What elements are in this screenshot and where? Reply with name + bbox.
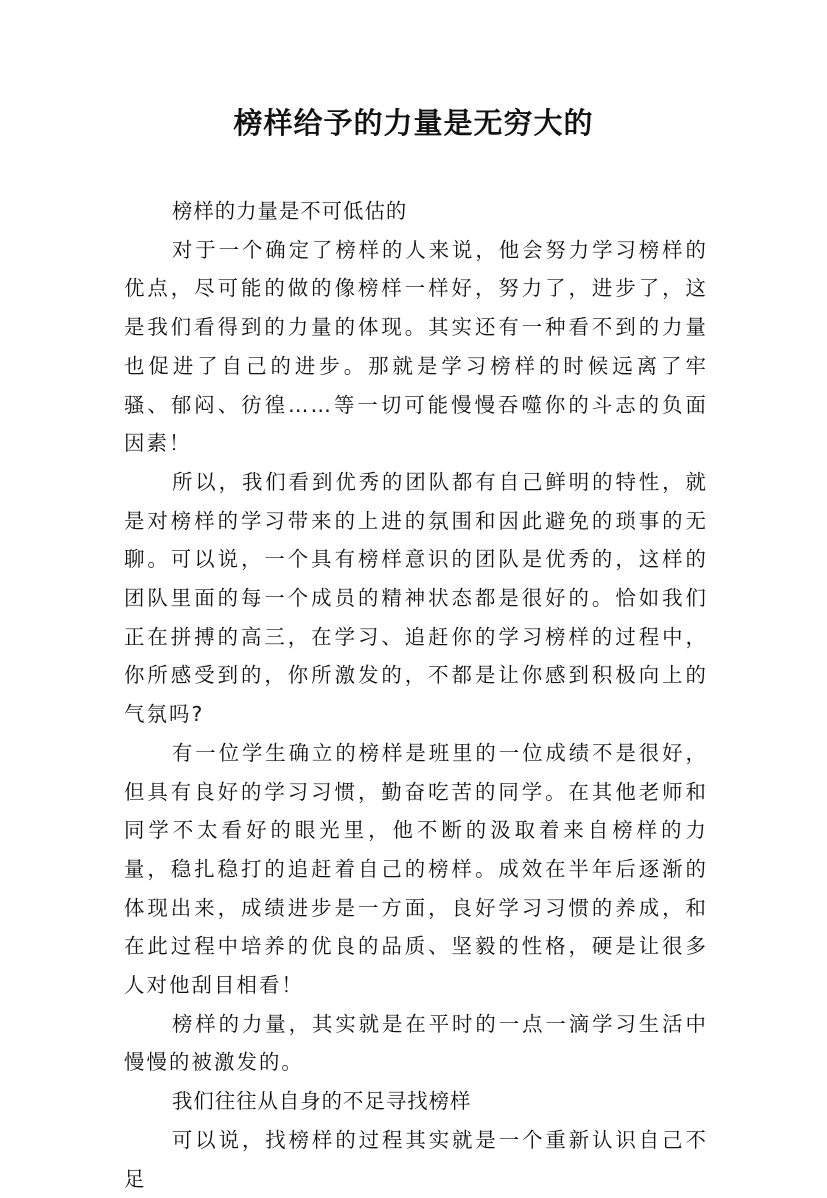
paragraph-4: 榜样的力量，其实就是在平时的一点一滴学习生活中慢慢的被激发的。 xyxy=(124,1011,708,1075)
paragraph-5: 可以说，找榜样的过程其实就是一个重新认识自己不足 xyxy=(124,1127,708,1191)
paragraph-2: 所以，我们看到优秀的团队都有自己鲜明的特性，就是对榜样的学习带来的上进的氛围和因此避免的琐事的无聊。可以说，一个具有榜样意识的团队是优秀的，这样的团队里面的每一个成员的精神状态都是很好的。恰如我们正在拼搏的高三，在学习、追赶你的学习榜样的过程中，你所感受到的，你所激发的，不都是让你感到积极向上的气氛吗? xyxy=(124,469,708,727)
paragraph-1: 对于一个确定了榜样的人来说，他会努力学习榜样的优点，尽可能的做的像榜样一样好，努力了，进步了，这是我们看得到的力量的体现。其实还有一种看不到的力量也促进了自己的进步。那就是学习榜样的时候远离了牢骚、郁闷、彷徨……等一切可能慢慢吞噬你的斗志的负面因素！ xyxy=(124,237,708,456)
section-heading-power-of-role-models: 榜样的力量是不可低估的 xyxy=(171,199,408,223)
paragraph-3: 有一位学生确立的榜样是班里的一位成绩不是很好，但具有良好的学习习惯，勤奋吃苦的同学。在其他老师和同学不太看好的眼光里，他不断的汲取着来自榜样的力量，稳扎稳打的追赶着自己的榜样。成效在半年后逐渐的体现出来，成绩进步是一方面，良好学习习惯的养成，和在此过程中培养的优良的品质、坚毅的性格，硬是让很多人对他刮目相看！ xyxy=(124,740,708,998)
section-heading-finding-role-models: 我们往往从自身的不足寻找榜样 xyxy=(171,1089,472,1114)
document-body xyxy=(124,192,708,1198)
document-title: 榜样给予的力量是无穷大的 xyxy=(233,106,594,140)
